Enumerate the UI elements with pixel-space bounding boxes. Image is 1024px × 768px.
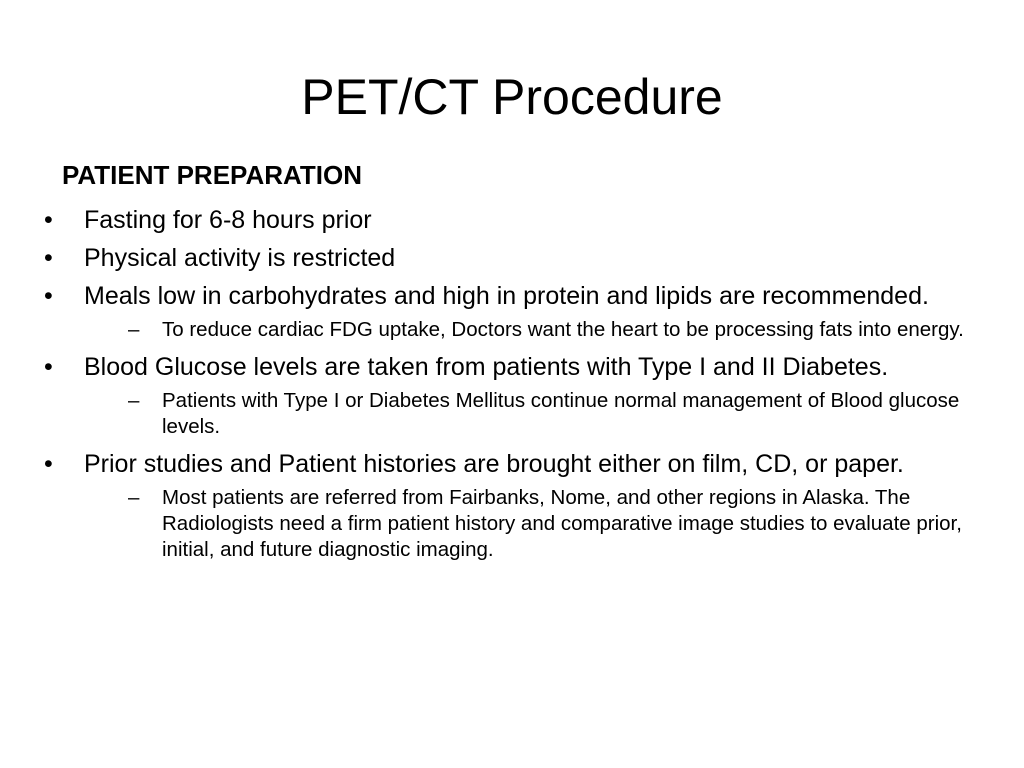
- sub-bullet-item: [128, 485, 1002, 563]
- sub-bullet-marker: –: [128, 486, 140, 509]
- bullet-text: Physical activity is restricted: [84, 244, 396, 272]
- sub-bullet-marker: –: [128, 318, 140, 341]
- bullet-marker: •: [44, 282, 53, 310]
- bullet-item: [44, 450, 974, 479]
- bullet-item: [44, 244, 974, 273]
- bullet-text: Fasting for 6-8 hours prior: [84, 206, 372, 234]
- slide-title: PET/CT Procedure: [301, 69, 723, 125]
- bullet-item: [44, 353, 974, 382]
- bullet-marker: •: [44, 450, 53, 478]
- bullet-marker: •: [44, 206, 53, 234]
- sub-bullet-text: Patients with Type I or Diabetes Mellitus continue normal management of Blood glucose levels.: [162, 389, 960, 438]
- bullet-marker: •: [44, 244, 53, 272]
- bullet-text: Blood Glucose levels are taken from patients with Type I and II Diabetes.: [84, 353, 889, 381]
- sub-bullet-item: [128, 317, 1002, 343]
- bullet-text: Meals low in carbohydrates and high in protein and lipids are recommended.: [84, 282, 929, 310]
- bullet-item: [44, 206, 974, 235]
- bullet-text: Prior studies and Patient histories are brought either on film, CD, or paper.: [84, 450, 904, 478]
- bullet-marker: •: [44, 353, 53, 381]
- sub-bullet-marker: –: [128, 389, 140, 412]
- sub-bullet-text: To reduce cardiac FDG uptake, Doctors want the heart to be processing fats into energy.: [162, 318, 964, 341]
- sub-bullet-item: [128, 388, 1002, 440]
- bullet-item: [44, 282, 974, 311]
- bullet-list: [44, 206, 974, 573]
- section-heading: PATIENT PREPARATION: [62, 160, 362, 190]
- sub-bullet-text: Most patients are referred from Fairbanks, Nome, and other regions in Alaska. The Radiologists need a firm patient history and comparative image studies to evaluate prior, initial, and future diagnostic imaging.: [162, 486, 962, 561]
